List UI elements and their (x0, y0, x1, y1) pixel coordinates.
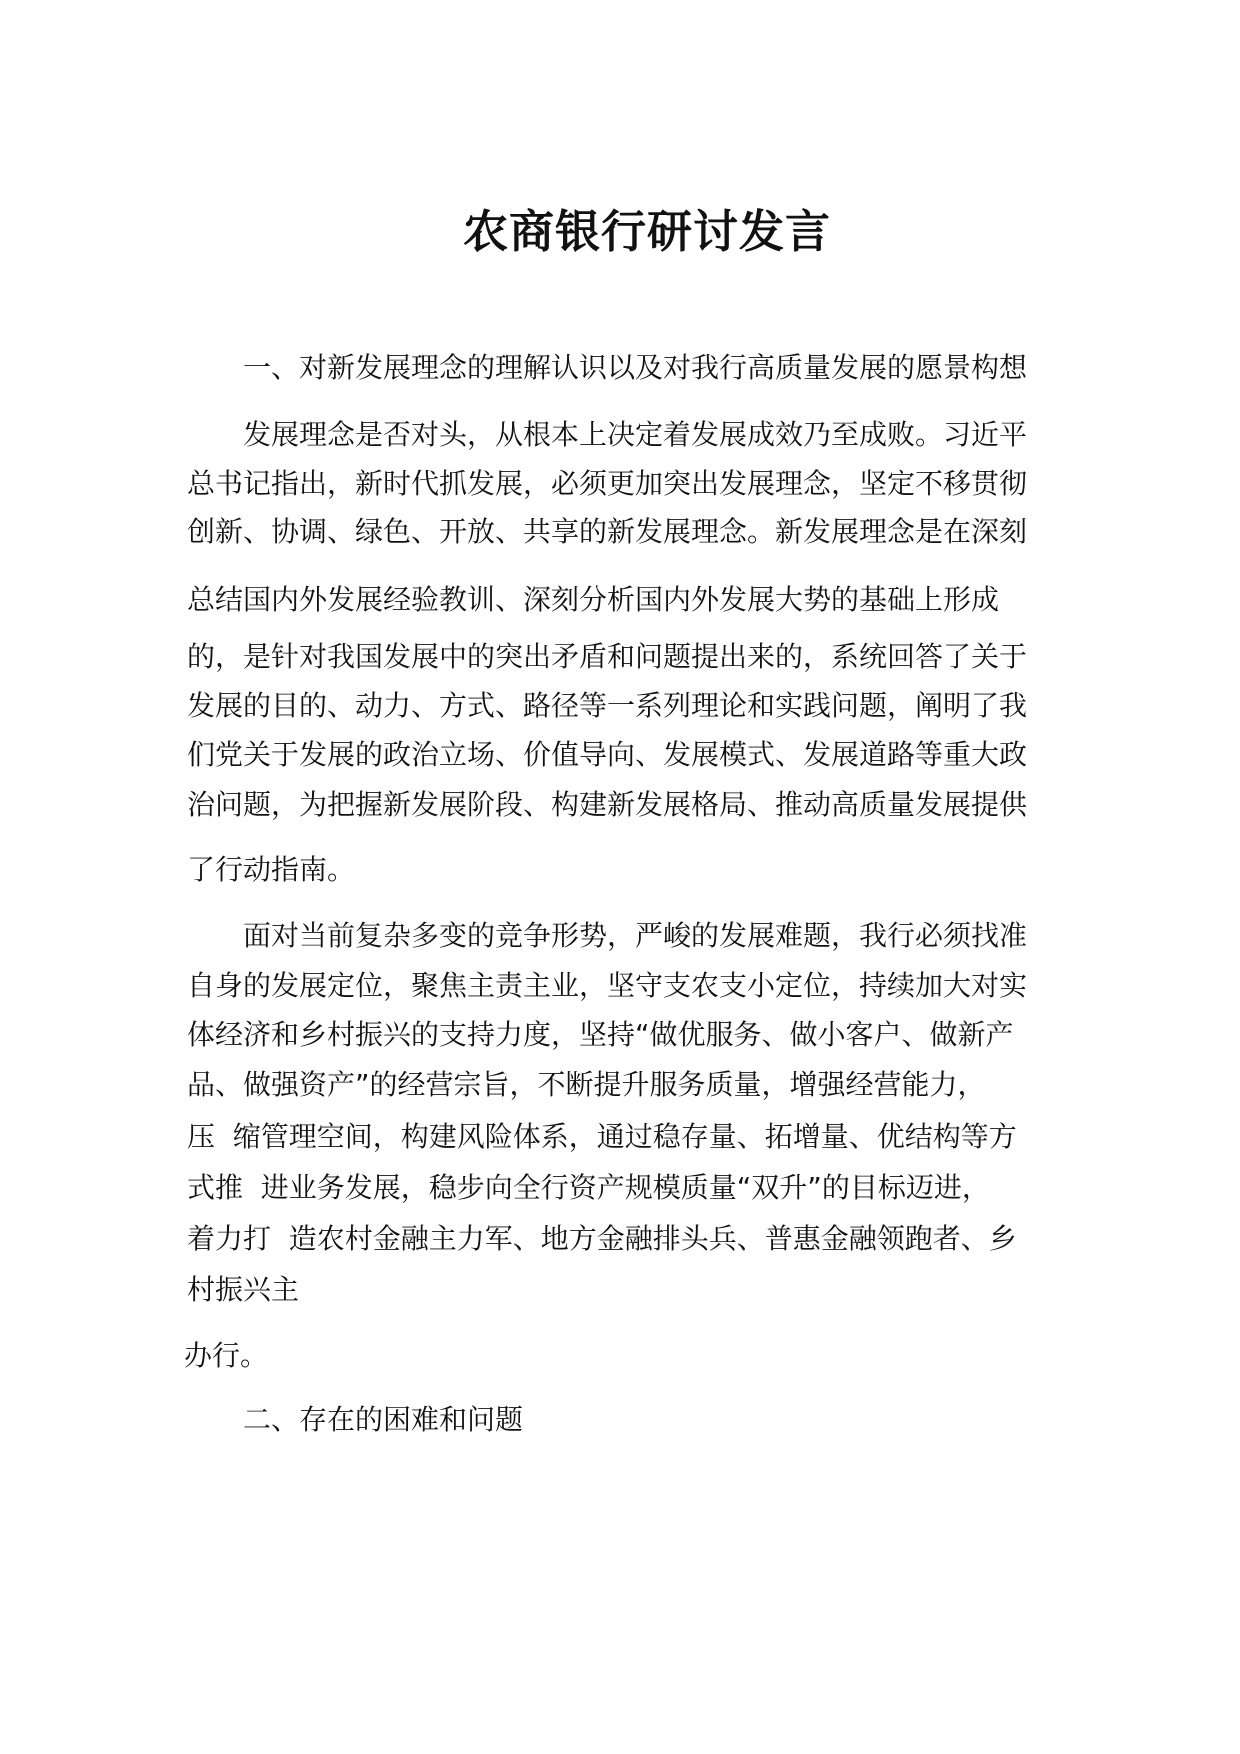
heading-section-1: 一、对新发展理念的理解认识以及对我行高质量发展的愿景构想 (187, 351, 1028, 384)
paragraph-line: 村振兴主 (187, 1273, 300, 1306)
paragraph-line: 办行。 (184, 1339, 269, 1372)
paragraph-line: 自身的发展定位，聚焦主责主业，坚守支农支小定位，持续加大对实 (187, 969, 1028, 1002)
paragraph-line: 发展的目的、动力、方式、路径等一系列理论和实践问题，阐明了我 (187, 689, 1028, 722)
heading-section-2: 二、存在的困难和问题 (187, 1403, 524, 1436)
paragraph-line: 创新、协调、绿色、开放、共享的新发展理念。新发展理念是在深刻 (187, 515, 1028, 548)
paragraph-line: 了行动指南。 (187, 853, 356, 886)
paragraph-line: 品、做强资产”的经营宗旨，不断提升服务质量，增强经营能力， (187, 1068, 986, 1101)
document-title: 农商银行研讨发言 (462, 205, 831, 259)
paragraph-line: 压 缩管理空间，构建风险体系，通过稳存量、拓增量、优结构等方 (187, 1120, 1017, 1153)
paragraph-line: 治问题，为把握新发展阶段、构建新发展格局、推动高质量发展提供 (187, 788, 1028, 821)
paragraph-line: 的，是针对我国发展中的突出矛盾和问题提出来的，系统回答了关于 (187, 640, 1028, 673)
paragraph-line: 们党关于发展的政治立场、价值导向、发展模式、发展道路等重大政 (187, 738, 1028, 771)
paragraph-line: 式推 进业务发展，稳步向全行资产规模质量“双升”的目标迈进， (187, 1171, 990, 1204)
paragraph-line: 发展理念是否对头，从根本上决定着发展成效乃至成败。习近平 (187, 418, 1028, 451)
paragraph-line: 总结国内外发展经验教训、深刻分析国内外发展大势的基础上形成 (187, 583, 1000, 616)
paragraph-line: 着力打 造农村金融主力军、地方金融排头兵、普惠金融领跑者、乡 (187, 1222, 1017, 1255)
paragraph-line: 总书记指出，新时代抓发展，必须更加突出发展理念，坚定不移贯彻 (187, 467, 1028, 500)
paragraph-line: 体经济和乡村振兴的支持力度，坚持“做优服务、做小客户、做新产 (187, 1018, 1014, 1051)
paragraph-line: 面对当前复杂多变的竞争形势，严峻的发展难题，我行必须找准 (187, 919, 1028, 952)
